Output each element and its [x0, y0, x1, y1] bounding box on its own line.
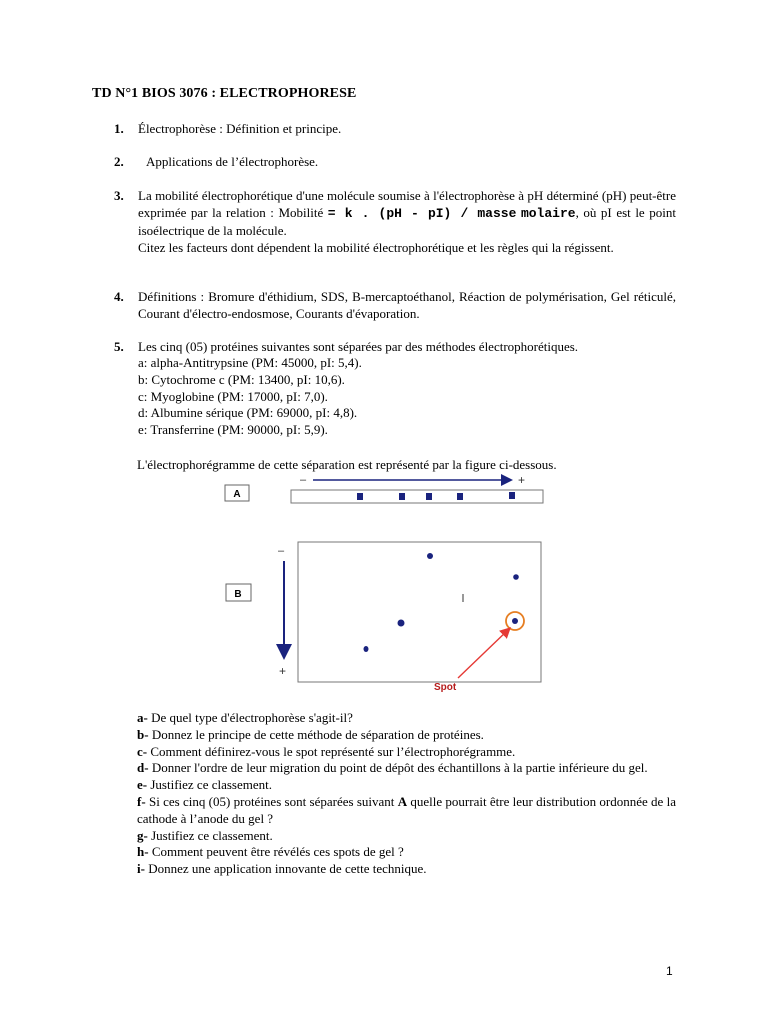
spot-label: Spot	[434, 682, 457, 693]
sub-question: b- Donnez le principe de cette méthode de séparation de protéines.	[137, 726, 484, 742]
band	[357, 493, 363, 500]
label-b: B	[234, 589, 242, 600]
sub-questions	[137, 710, 676, 878]
gel-strip-a	[291, 490, 543, 503]
question-text: La mobilité électrophorétique d'une molécule soumise à l'électrophorèse à pH déterminé (pH) peut-être exprimée par la relation : Mobilité	[138, 188, 676, 220]
question-number: 1.	[114, 121, 124, 136]
band	[426, 493, 432, 500]
protein-item: b: Cytochrome c (PM: 13400, pI: 10,6).	[138, 371, 345, 387]
sub-question: h- Comment peuvent être révélés ces spots de gel ?	[137, 844, 404, 860]
question-3	[114, 187, 676, 256]
plus-sign-a: +	[518, 473, 526, 487]
mobility-formula: = k . (pH - pI) / masse	[327, 206, 517, 221]
protein-item: d: Albumine sérique (PM: 69000, pI: 4,8).	[138, 405, 358, 421]
band	[509, 492, 515, 499]
sub-question: g- Justifiez ce classement.	[137, 827, 273, 843]
question-4	[114, 288, 676, 322]
protein-item: e: Transferrine (PM: 90000, pI: 5,9).	[138, 422, 328, 438]
gel-plate-b	[298, 542, 541, 682]
question-text: Applications de l’électrophorèse.	[146, 154, 319, 169]
label-a: A	[233, 489, 241, 500]
figure-intro: L'électrophorégramme de cette séparation est représenté par la figure ci-dessous.	[137, 457, 557, 472]
protein-item: c: Myoglobine (PM: 17000, pI: 7,0).	[138, 388, 328, 404]
question-number: 3.	[114, 188, 124, 203]
sub-question: d- Donner l'ordre de leur migration du point de dépôt des échantillons à la partie inférieure du gel.	[137, 760, 648, 776]
minus-sign-b: –	[278, 545, 285, 557]
question-5	[114, 338, 676, 439]
page-number: 1	[666, 964, 673, 978]
spot	[398, 620, 405, 627]
plus-sign-b: +	[279, 664, 287, 678]
page-title: TD N°1 BIOS 3076 : ELECTROPHORESE	[92, 86, 357, 101]
spot	[364, 646, 369, 652]
sub-question: a- De quel type d'électrophorèse s'agit-il?	[137, 710, 353, 725]
sub-question: f- Si ces cinq (05) protéines sont séparées suivant A quelle pourrait être leur distribution ordonnée de la cathode à l’anode du gel ?	[137, 793, 676, 826]
electrophoregram-figure	[218, 472, 550, 696]
question-text-2: Citez les facteurs dont dépendent la mobilité électrophorétique et les règles qui la régissent.	[138, 240, 614, 255]
spot	[513, 574, 519, 580]
mobility-formula-end: molaire	[520, 206, 576, 221]
question-number: 5.	[114, 339, 124, 354]
sub-question: c- Comment définirez-vous le spot représenté sur l’électrophorégramme.	[137, 743, 516, 759]
question-1	[114, 120, 676, 137]
question-text-end: , où pI est le point isoélectrique de la molécule.	[138, 205, 676, 238]
band	[457, 493, 463, 500]
question-text: Électrophorèse : Définition et principe.	[138, 121, 342, 136]
question-number: 4.	[114, 289, 124, 304]
band	[399, 493, 405, 500]
question-text: Les cinq (05) protéines suivantes sont séparées par des méthodes électrophorétiques.	[138, 339, 579, 354]
question-number: 2.	[114, 154, 124, 169]
spot	[512, 618, 518, 624]
minus-sign-a: –	[300, 474, 307, 486]
question-2	[114, 153, 676, 170]
question-text: Définitions : Bromure d'éthidium, SDS, B-mercaptoéthanol, Réaction de polymérisation, Gel réticulé, Courant d'électro-endosmose, Courants d'évaporation.	[138, 289, 676, 321]
sub-question: i- Donnez une application innovante de cette technique.	[137, 861, 427, 877]
sub-question: e- Justifiez ce classement.	[137, 777, 273, 793]
protein-item: a: alpha-Antitrypsine (PM: 45000, pI: 5,4).	[138, 355, 362, 370]
spot	[427, 553, 433, 559]
